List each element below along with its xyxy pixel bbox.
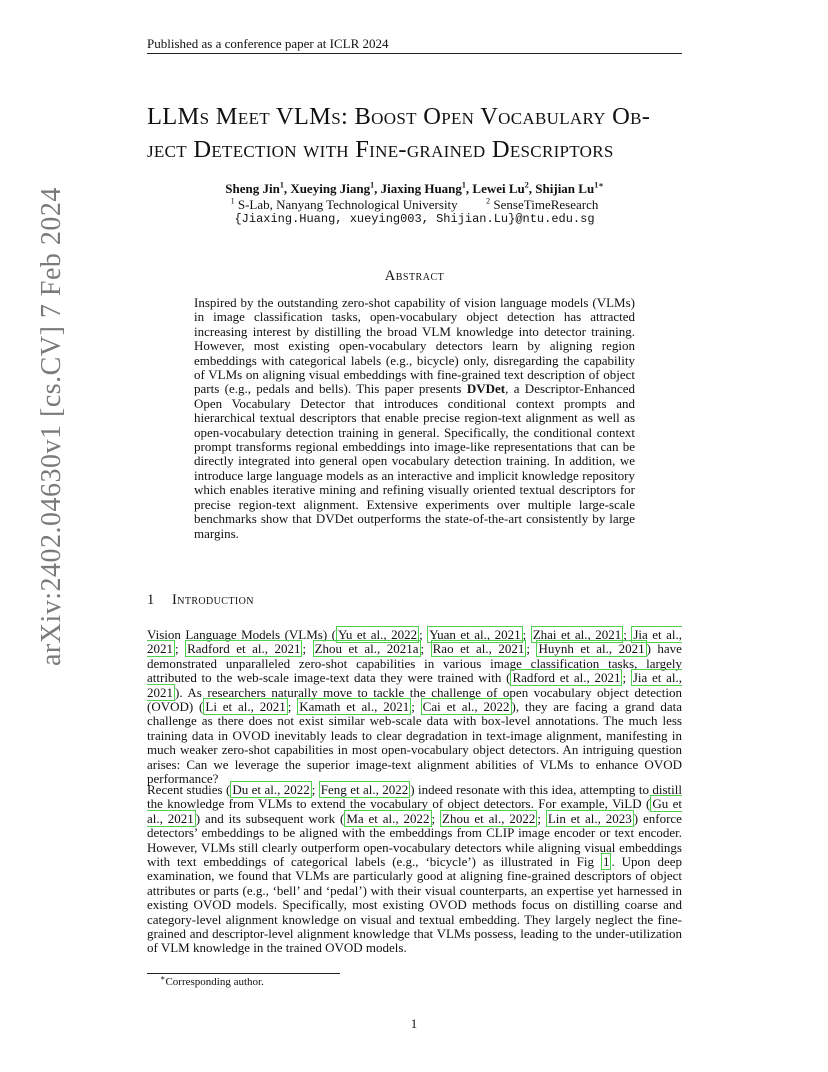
paragraph-text: ; bbox=[431, 810, 441, 826]
author-affiliation-mark: 1 bbox=[370, 180, 375, 190]
arxiv-identifier: arXiv:2402.04630v1 [cs.CV] 7 Feb 2024 bbox=[36, 187, 67, 666]
footnote-text: Corresponding author. bbox=[165, 976, 264, 988]
affiliation-2: SenseTimeResearch bbox=[493, 196, 599, 212]
paragraph-text: Recent studies ( bbox=[147, 782, 231, 797]
abstract-heading: Abstract bbox=[384, 268, 445, 284]
author-affiliation-mark: 1 bbox=[279, 180, 284, 190]
citation-link[interactable]: Ma et al., 2022 bbox=[346, 810, 430, 826]
author-name: Sheng Jin bbox=[225, 181, 280, 196]
author-name: Jiaxing Huang bbox=[380, 181, 462, 196]
paragraph-text: ; bbox=[175, 641, 186, 657]
citation-link[interactable]: Li et al., 2021 bbox=[205, 699, 286, 715]
paragraph-text: ; bbox=[623, 627, 632, 642]
citation-link[interactable]: Jia et al., 2021 bbox=[147, 670, 682, 700]
page-number: 1 bbox=[410, 1016, 418, 1031]
paragraph-text: . Upon deep examination, we found that VLMs are particularly good at aligning fine-grained descriptors of object attributes or parts (e.g., ‘bell’ and ‘pedal’) with their visual counterparts, an expertise yet harnessed in existing OVOD models. Specifically, most existing OVOD methods focus on distilling coarse and category-level alignment knowledge on visual and textual embedding. They largely neglect the fine-grained and descriptor-level alignment knowledge that VLMs possess, leading to the under-utilization of VLM knowledge in the trained OVOD models. bbox=[147, 854, 682, 956]
intro-paragraph-2 bbox=[147, 783, 682, 956]
citation-link[interactable]: 1 bbox=[602, 854, 610, 870]
paragraph-text: ; bbox=[420, 641, 431, 657]
citation-link[interactable]: Du et al., 2022 bbox=[232, 782, 310, 797]
abstract-text bbox=[194, 296, 635, 541]
paragraph-text: ; bbox=[419, 627, 428, 642]
title-line-1: LLMs Meet VLMs: Boost Open Vocabulary Ob- bbox=[147, 103, 651, 130]
citation-link[interactable]: Jia et al., 2021 bbox=[147, 627, 682, 657]
paragraph-text: ). As researchers naturally move to tackle the challenge of open vocabulary object detection (OVOD) ( bbox=[147, 684, 682, 715]
author-names: Sheng Jin$^1$, Xueying Jiang$^1$, Jiaxing Huang$^1$, Lewei Lu$^2$, Shijian $Lu^{1∗}$ bbox=[225, 180, 604, 196]
paragraph-text: ; bbox=[537, 810, 546, 826]
author-affiliation-mark: 2 bbox=[524, 180, 529, 190]
title-line-2: ject Detection with Fine-grained Descriptors bbox=[147, 136, 614, 163]
paragraph-text: ; bbox=[522, 627, 531, 642]
citation-link[interactable]: Lin et al., 2023 bbox=[547, 810, 632, 826]
paragraph-text: ; bbox=[302, 641, 313, 657]
paper-title bbox=[147, 100, 707, 166]
paragraph-text: ) and its subsequent work ( bbox=[195, 810, 345, 826]
citation-link[interactable]: Zhou et al., 2021a bbox=[314, 641, 419, 657]
footnote bbox=[160, 973, 264, 988]
section-title: Introduction bbox=[172, 592, 254, 608]
paragraph-text: ) have demonstrated unparalleled zero-shot capabilities in various image classification tasks, largely attributed to the web-scale image-text data they were trained with ( bbox=[147, 641, 682, 686]
citation-link[interactable]: Yu et al., 2022 bbox=[337, 627, 418, 642]
paragraph-text: ; bbox=[622, 670, 631, 686]
header-rule bbox=[147, 53, 682, 54]
citation-link[interactable]: Feng et al., 2022 bbox=[320, 782, 409, 797]
abstract-text-part-2: , a Descriptor-Enhanced Open Vocabulary Detector that introduces conditional context prompts and hierarchical textual descriptors that enable precise region-text alignment as well as open-vocabulary detection training in general. Specifically, the conditional context prompt transforms regional embeddings into image-like representations that can be directly integrated into general open vocabulary detection training. In addition, we introduce large language models as an interactive and implicit knowledge repository which enables iterative mining and refining visually oriented textual descriptors for precise region-text alignment. Extensive experiments over multiple large-scale benchmarks show that DVDet outperforms the state-of-the-art consistently by large margins. bbox=[194, 381, 635, 541]
affiliation-1: S-Lab, Nanyang Technological University bbox=[237, 196, 458, 212]
citation-link[interactable]: Gu et al., 2021 bbox=[147, 796, 682, 826]
section-number: 1 bbox=[147, 592, 155, 608]
author-affiliation-mark: 1 bbox=[461, 180, 466, 190]
citation-link[interactable]: Kamath et al., 2021 bbox=[299, 699, 410, 715]
affiliations bbox=[147, 197, 682, 213]
citation-link[interactable]: Huynh et al., 2021 bbox=[538, 641, 645, 657]
paragraph-text: ; bbox=[526, 641, 537, 657]
author-name: Lewei Lu bbox=[472, 181, 525, 196]
paragraph-text: ; bbox=[311, 782, 319, 797]
intro-paragraph-1 bbox=[147, 628, 682, 786]
paragraph-text: Vision Language Models (VLMs) ( bbox=[147, 627, 336, 642]
paragraph-text: ) enforce detectors’ embeddings to be aligned with the embeddings from CLIP image encoder or text encoder. However, VLMs still clearly outperform open-vocabulary detectors while aligning visual embeddings with text embeddings of categorical labels (e.g., ‘bicycle’) as illustrated in Fig bbox=[147, 810, 682, 870]
paragraph-text: ; bbox=[287, 699, 298, 715]
citation-link[interactable]: Cai et al., 2022 bbox=[422, 699, 510, 715]
author-block bbox=[147, 181, 682, 228]
paragraph-text: ), they are facing a grand data challenge as there does not exist similar web-scale data with box-level annotations. The much less training data in OVOD inevitably leads to clear degradation in text-image alignment, manifesting in much weaker zero-shot capabilities in most open-vocabulary object detectors. An intriguing question arises: Can we leverage the superior image-text alignment abilities of VLMs to enhance OVOD performance? bbox=[147, 699, 682, 787]
author-affiliation-mark: 1∗ bbox=[594, 180, 604, 190]
citation-link[interactable]: Zhou et al., 2022 bbox=[442, 810, 536, 826]
footnote-rule bbox=[147, 973, 340, 974]
citation-link[interactable]: Radford et al., 2021 bbox=[512, 670, 621, 686]
citation-link[interactable]: Yuan et al., 2021 bbox=[429, 627, 521, 642]
author-name: Xueying Jiang bbox=[290, 181, 371, 196]
author-name: Shijian Lu bbox=[535, 181, 595, 196]
section-heading bbox=[147, 592, 254, 609]
abstract-text-part-1: Inspired by the outstanding zero-shot capability of vision language models (VLMs) in image classification tasks, open-vocabulary object detection has attracted increasing interest by distilling the broad VLM knowledge into detector training. However, most existing open-vocabulary detectors learn by aligning region embeddings with categorical labels (e.g., bicycle) only, disregarding the capability of VLMs on aligning visual embeddings with fine-grained text description of object parts (e.g., pedals and bells). This paper presents bbox=[194, 295, 635, 397]
citation-link[interactable]: Rao et al., 2021 bbox=[432, 641, 525, 657]
author-emails: {Jiaxing.Huang, xueying003, Shijian.Lu}@ntu.edu.sg bbox=[234, 212, 595, 226]
citation-link[interactable]: Radford et al., 2021 bbox=[187, 641, 301, 657]
method-name: DVDet bbox=[466, 381, 506, 397]
citation-link[interactable]: Zhai et al., 2021 bbox=[532, 627, 622, 642]
footnote-mark: ∗ bbox=[160, 973, 166, 983]
affiliation-2-mark: 2 bbox=[486, 196, 491, 206]
paragraph-text: ) indeed resonate with this idea, attempting to distill the knowledge from VLMs to extend the vocabulary of object detectors. For example, ViLD ( bbox=[147, 782, 682, 812]
running-head: Published as a conference paper at ICLR 2024 bbox=[147, 36, 389, 51]
affiliation-1-mark: 1 bbox=[230, 196, 235, 206]
paragraph-text: ; bbox=[411, 699, 421, 715]
